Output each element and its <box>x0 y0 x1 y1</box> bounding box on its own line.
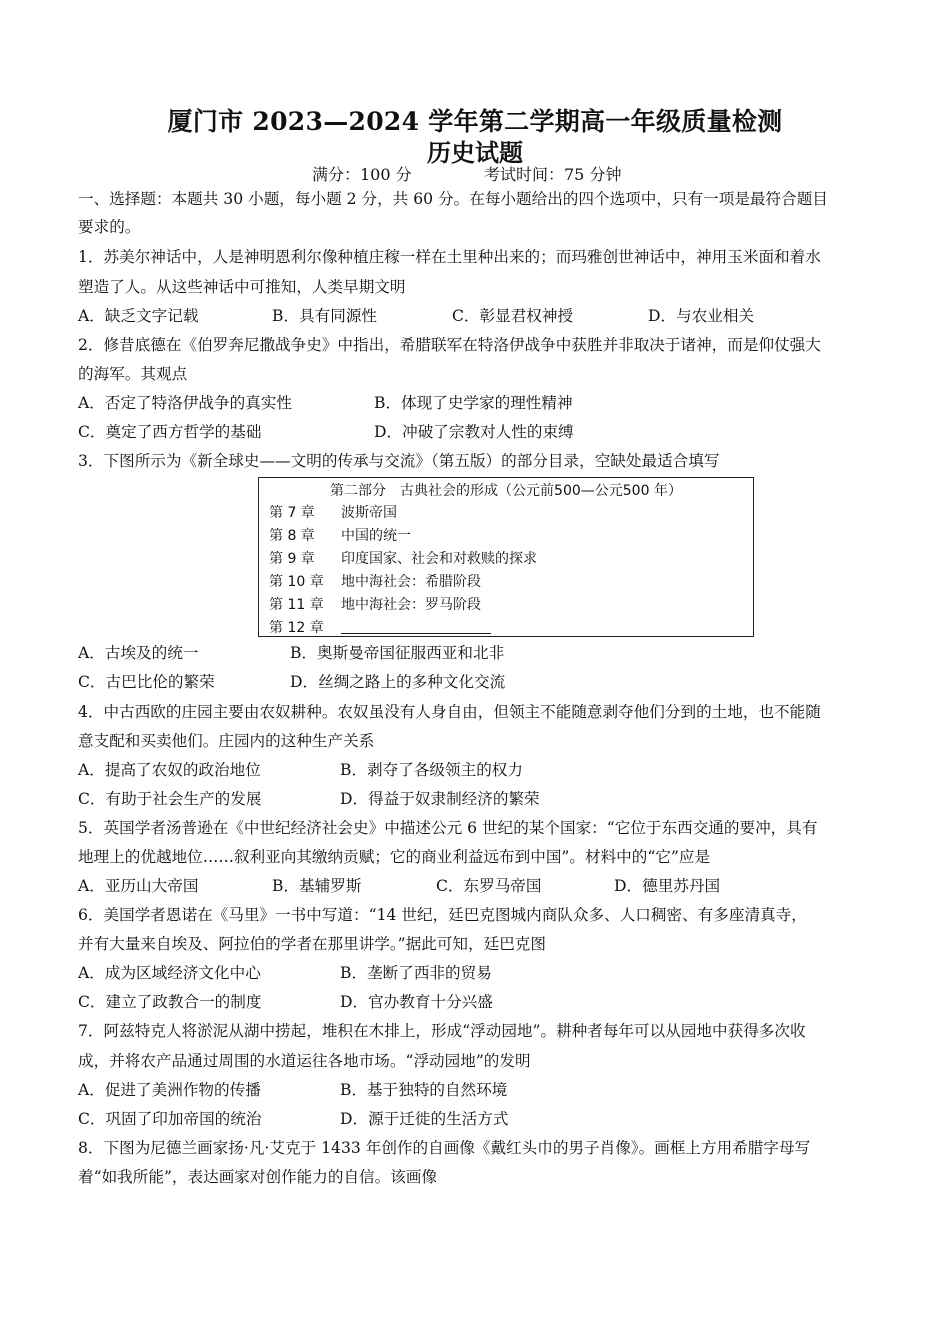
full-score: 满分：100 分 <box>312 165 412 184</box>
toc-chapter-title: 印度国家、社会和对救赎的探求 <box>341 551 537 567</box>
question-2-stem: 2．修昔底德在《伯罗奔尼撒战争史》中指出，希腊联军在特洛伊战争中获胜并非取决于诸神，而是仰仗强大 <box>78 336 821 354</box>
question-4-option-a: A．提高了农奴的政治地位 <box>78 761 261 779</box>
toc-chapter-title: 波斯帝国 <box>341 505 397 521</box>
exam-title: 厦门市 2023—2024 学年第二学期高一年级质量检测 <box>167 107 783 136</box>
question-5-stem-cont: 地理上的优越地位……叙利亚向其缴纳贡赋；它的商业利益远布到中国”。材料中的“它”应是 <box>78 848 711 866</box>
exam-time: 考试时间：75 分钟 <box>484 165 622 184</box>
toc-chapter: 第 12 章 <box>269 620 324 636</box>
toc-chapter-title: 中国的统一 <box>341 528 411 544</box>
section-intro-cont: 要求的。 <box>78 218 141 236</box>
question-7-option-b: B．基于独特的自然环境 <box>340 1081 508 1099</box>
toc-row <box>269 571 481 593</box>
toc-row <box>269 548 537 570</box>
question-6-option-a: A．成为区域经济文化中心 <box>78 964 261 982</box>
question-8-stem: 8．下图为尼德兰画家扬·凡·艾克于 1433 年创作的自画像《戴红头巾的男子肖像》。画框上方用希腊字母写 <box>78 1139 811 1157</box>
question-1-option-d: D．与农业相关 <box>648 307 755 325</box>
question-3-option-d: D．丝绸之路上的多种文化交流 <box>290 673 506 691</box>
question-3-option-c: C．古巴比伦的繁荣 <box>78 673 215 691</box>
question-4-option-b: B．剥夺了各级领主的权力 <box>340 761 523 779</box>
toc-chapter-title: 地中海社会：希腊阶段 <box>341 574 481 590</box>
toc-chapter: 第 8 章 <box>269 528 315 544</box>
question-1-option-c: C．彰显君权神授 <box>452 307 574 325</box>
question-5-option-d: D．德里苏丹国 <box>614 877 721 895</box>
table-of-contents-box <box>258 477 754 637</box>
question-5-option-c: C．东罗马帝国 <box>436 877 542 895</box>
exam-meta <box>0 164 950 186</box>
question-8-stem-cont: 着“如我所能”，表达画家对创作能力的自信。该画像 <box>78 1168 438 1186</box>
question-1-stem: 1．苏美尔神话中，人是神明恩利尔像种植庄稼一样在土里种出来的；而玛雅创世神话中，神用玉米面和着水 <box>78 248 821 266</box>
question-4-option-c: C．有助于社会生产的发展 <box>78 790 262 808</box>
question-5-option-b: B．基辅罗斯 <box>272 877 362 895</box>
fill-in-blank <box>341 619 491 634</box>
question-4-option-d: D．得益于奴隶制经济的繁荣 <box>340 790 540 808</box>
question-1-stem-cont: 塑造了人。从这些神话中可推知，人类早期文明 <box>78 278 406 296</box>
toc-row <box>269 594 481 616</box>
question-2-option-a: A．否定了特洛伊战争的真实性 <box>78 394 292 412</box>
question-7-option-a: A．促进了美洲作物的传播 <box>78 1081 261 1099</box>
toc-header: 第二部分 古典社会的形成（公元前500—公元500 年） <box>330 483 682 499</box>
question-5-option-a: A．亚历山大帝国 <box>78 877 199 895</box>
question-3-stem: 3．下图所示为《新全球史——文明的传承与交流》（第五版）的部分目录，空缺处最适合填写 <box>78 452 720 470</box>
toc-chapter: 第 9 章 <box>269 551 315 567</box>
subject-title: 历史试题 <box>427 138 523 167</box>
question-6-stem: 6．美国学者恩诺在《马里》一书中写道：“14 世纪，廷巴克图城内商队众多、人口稠密、有多座清真寺， <box>78 906 807 924</box>
question-7-stem: 7．阿兹特克人将淤泥从湖中捞起，堆积在木排上，形成“浮动园地”。耕种者每年可以从园地中获得多次收 <box>78 1022 806 1040</box>
question-1-option-b: B．具有同源性 <box>272 307 378 325</box>
toc-chapter: 第 7 章 <box>269 505 315 521</box>
toc-chapter-title: 地中海社会：罗马阶段 <box>341 597 481 613</box>
question-3-option-a: A．古埃及的统一 <box>78 644 199 662</box>
question-5-stem: 5．英国学者汤普逊在《中世纪经济社会史》中描述公元 6 世纪的某个国家：“它位于东西交通的要冲，具有 <box>78 819 818 837</box>
question-2-option-b: B．体现了史学家的理性精神 <box>374 394 573 412</box>
toc-row <box>269 525 411 547</box>
question-4-stem: 4．中古西欧的庄园主要由农奴耕种。农奴虽没有人身自由，但领主不能随意剥夺他们分到的土地，也不能随 <box>78 703 821 721</box>
question-3-option-b: B．奥斯曼帝国征服西亚和北非 <box>290 644 505 662</box>
question-2-option-d: D．冲破了宗教对人性的束缚 <box>374 423 574 441</box>
toc-row <box>269 617 491 639</box>
question-6-option-c: C．建立了政教合一的制度 <box>78 993 262 1011</box>
toc-chapter: 第 11 章 <box>269 597 324 613</box>
question-4-stem-cont: 意支配和买卖他们。庄园内的这种生产关系 <box>78 732 375 750</box>
question-7-option-d: D．源于迁徙的生活方式 <box>340 1110 509 1128</box>
question-1-option-a: A．缺乏文字记载 <box>78 307 199 325</box>
question-7-stem-cont: 成，并将农产品通过周围的水道运往各地市场。“浮动园地”的发明 <box>78 1052 531 1070</box>
question-6-stem-cont: 并有大量来自埃及、阿拉伯的学者在那里讲学。”据此可知，廷巴克图 <box>78 935 546 953</box>
question-7-option-c: C．巩固了印加帝国的统治 <box>78 1110 262 1128</box>
question-2-stem-cont: 的海军。其观点 <box>78 365 188 383</box>
question-6-option-d: D．官办教育十分兴盛 <box>340 993 493 1011</box>
question-6-option-b: B．垄断了西非的贸易 <box>340 964 492 982</box>
toc-row <box>269 502 397 524</box>
section-intro: 一、选择题：本题共 30 小题，每小题 2 分，共 60 分。在每小题给出的四个选项中，只有一项是最符合题目 <box>78 190 828 208</box>
question-2-option-c: C．奠定了西方哲学的基础 <box>78 423 262 441</box>
toc-chapter: 第 10 章 <box>269 574 324 590</box>
